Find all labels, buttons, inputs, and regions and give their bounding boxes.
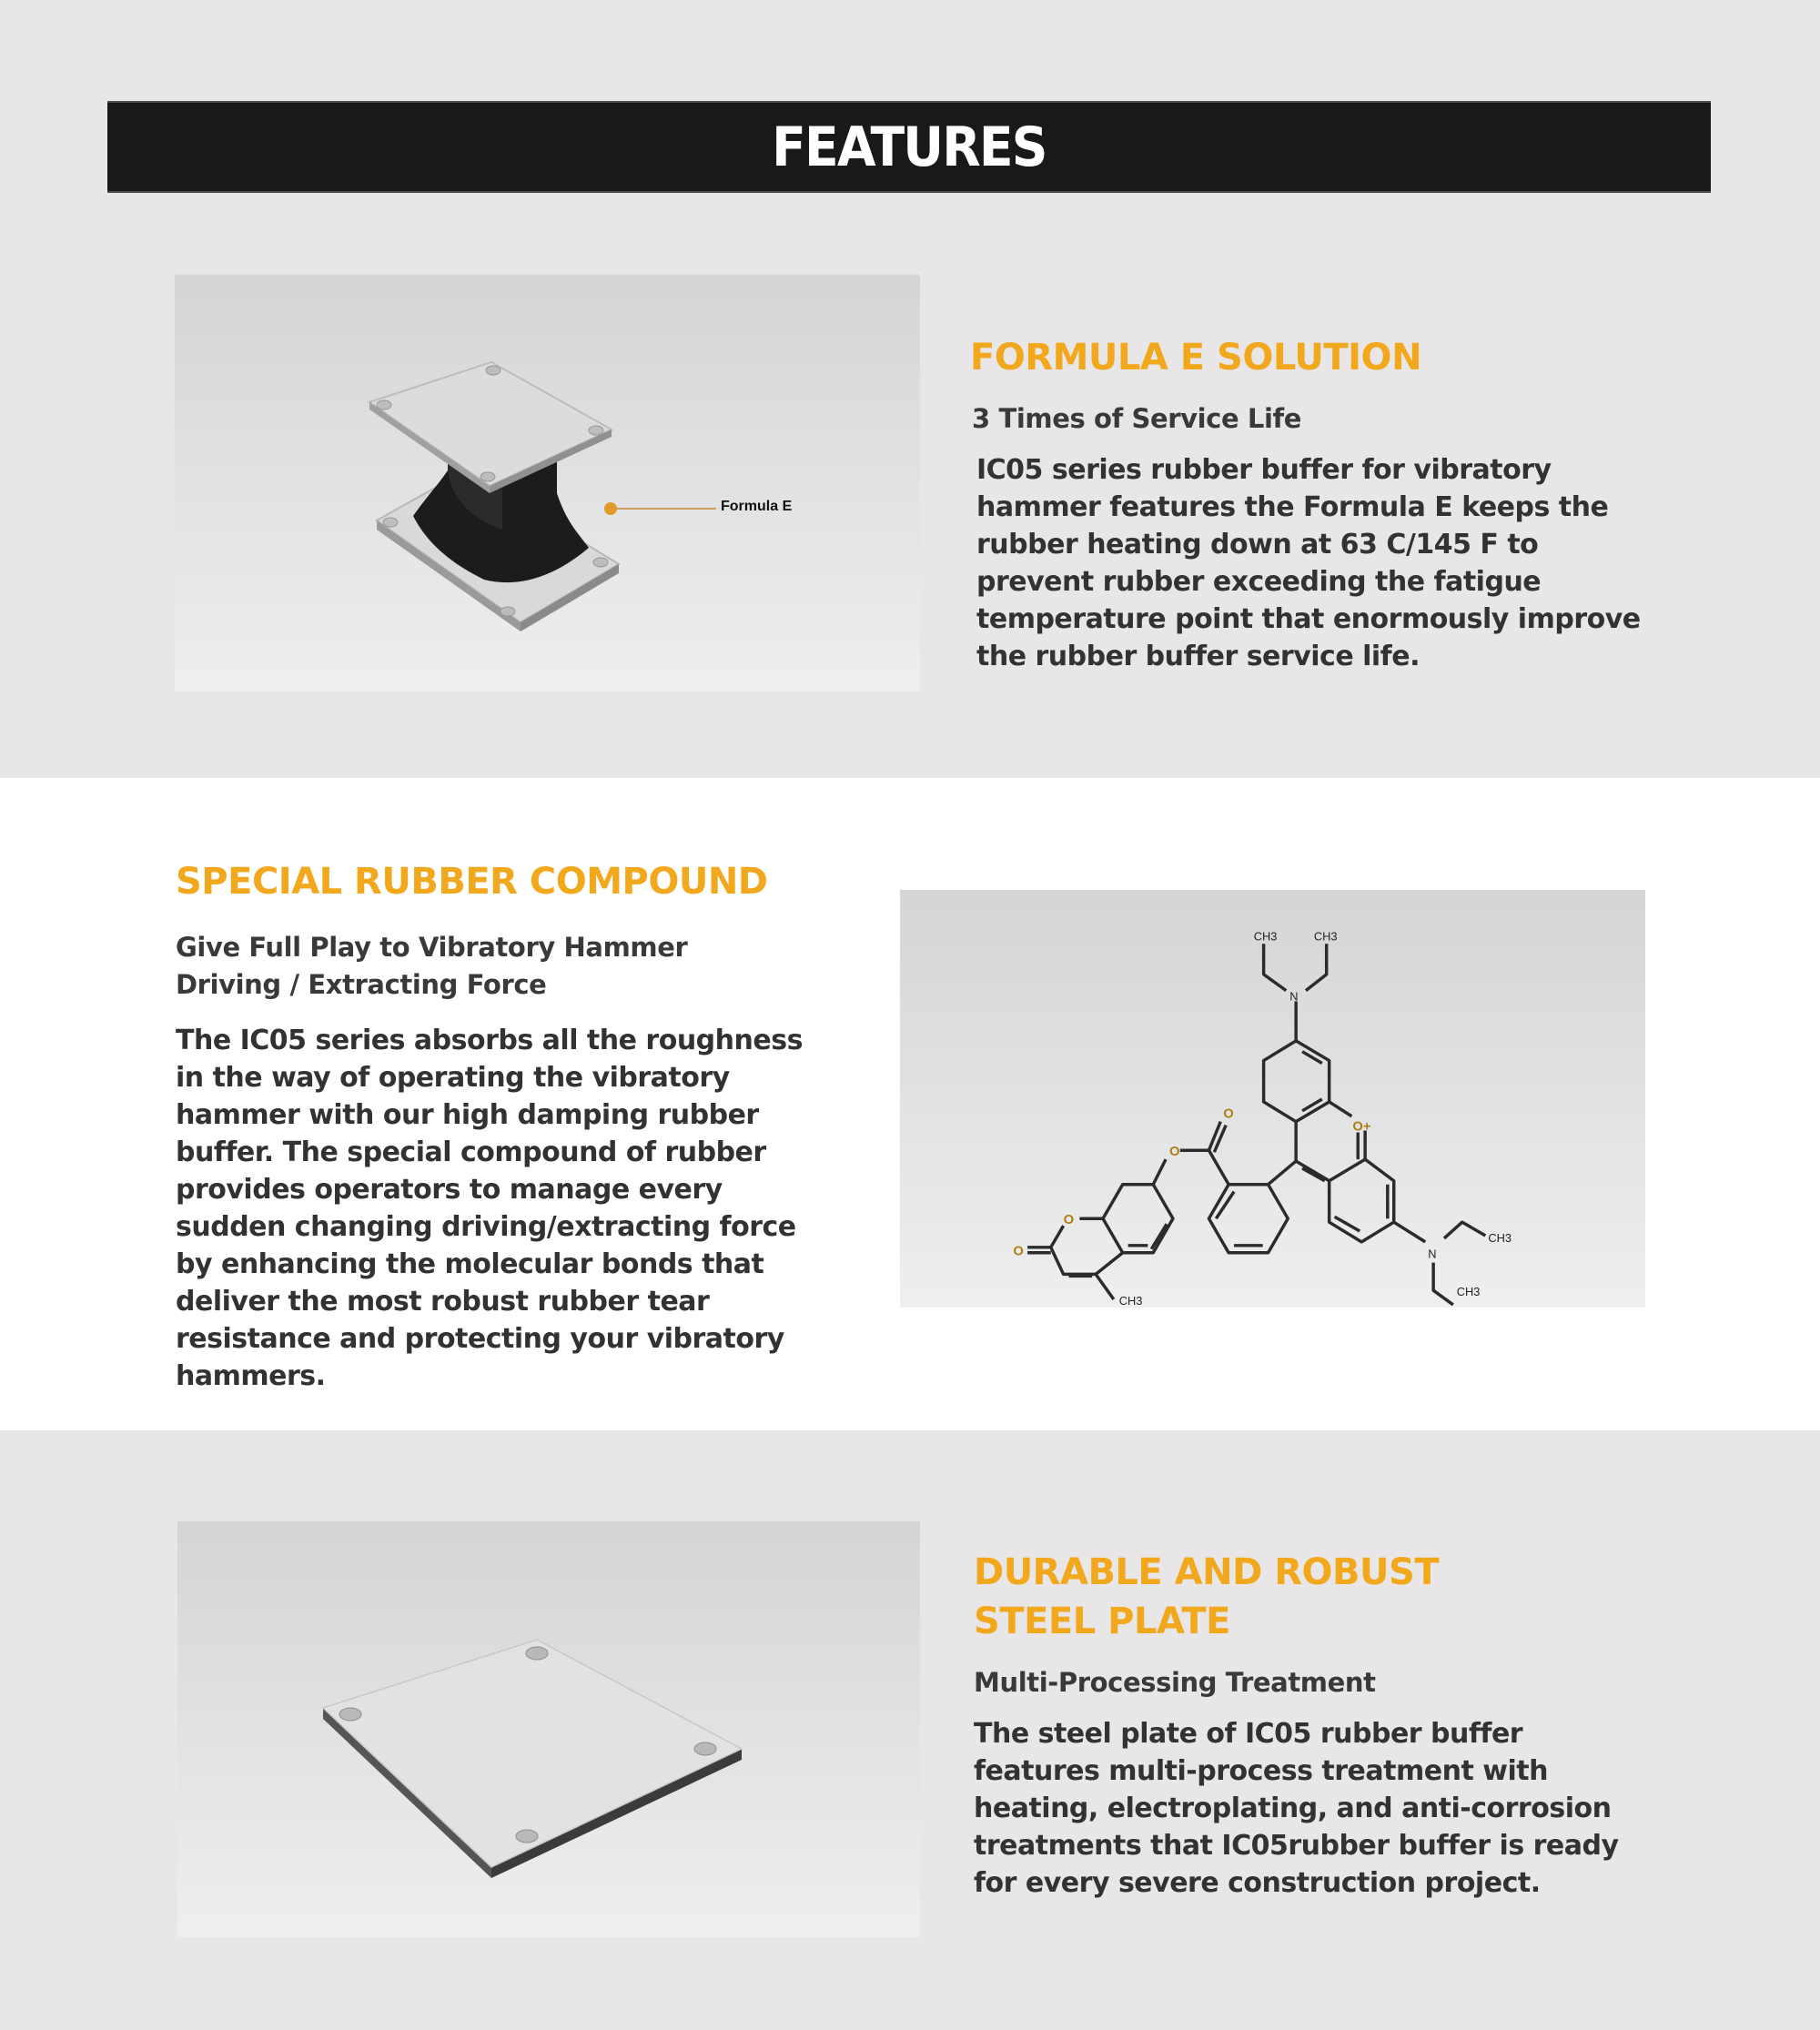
ring-o-label: O — [1063, 1213, 1075, 1228]
ch3-top-left-label: CH3 — [1253, 929, 1278, 944]
feature-subtitle-steel-plate: Multi-Processing Treatment — [974, 1667, 1376, 1698]
banner-title: FEATURES — [772, 115, 1046, 179]
features-banner — [107, 101, 1711, 193]
molecule-diagram — [900, 890, 1645, 1308]
feature-subtitle-formula-e: 3 Times of Service Life — [972, 403, 1302, 434]
ch3-bottom-label: CH3 — [1118, 1293, 1143, 1308]
carbonyl-o-label: O — [1013, 1244, 1024, 1259]
feature-subtitle-rubber-compound: Give Full Play to Vibratory Hammer Driving / Extracting Force — [176, 932, 688, 1000]
feature-title-formula-e: FORMULA E SOLUTION — [970, 337, 1422, 379]
ester-o2-label: O — [1169, 1145, 1180, 1160]
ch3-bottom-right-label: CH3 — [1456, 1285, 1481, 1299]
ch3-top-right-label: CH3 — [1313, 929, 1338, 944]
o-plus-label: O+ — [1352, 1119, 1371, 1135]
feature-title-steel-plate — [974, 1548, 1520, 1646]
ester-o1-label: O — [1223, 1106, 1234, 1122]
feature-body-rubber-compound: The IC05 series absorbs all the roughness in the way of operating the vibratory hammer with our high damping rubber buffer. The special compound of rubber provides operators to manage every sudden changing driving/extracting force by enhancing the molecular bonds that deliver the most robust rubber tear resistance and protecting your vibratory hammers. — [176, 1025, 803, 1392]
feature-title-rubber-compound: SPECIAL RUBBER COMPOUND — [176, 861, 768, 903]
callout-dot-icon — [604, 502, 617, 515]
formula-e-callout: Formula E — [721, 499, 793, 514]
ch3-right-label: CH3 — [1488, 1230, 1512, 1245]
rubber-buffer-image — [175, 275, 920, 692]
feature-body-steel-plate: The steel plate of IC05 rubber buffer features multi-process treatment with heating, electroplating, and anti-corrosion treatments that IC05rubber buffer is ready for every severe construction project. — [974, 1718, 1619, 1899]
feature-body-formula-e: IC05 series rubber buffer for vibratory hammer features the Formula E keeps the rubber heating down at 63 C/145 F to prevent rubber exceeding the fatigue temperature point that enormously improve the rubber buffer service life. — [976, 454, 1641, 672]
n-right-label: N — [1428, 1247, 1437, 1261]
molecule-image — [900, 890, 1645, 1308]
rubber-buffer-illustration — [175, 275, 920, 692]
feature-title-line-2: STEEL PLATE — [974, 1601, 1230, 1642]
steel-plate-illustration — [177, 1521, 920, 1937]
feature-title-line-1: DURABLE AND ROBUST — [974, 1551, 1440, 1593]
steel-plate-image — [177, 1521, 920, 1937]
n-top-label: N — [1289, 989, 1299, 1004]
